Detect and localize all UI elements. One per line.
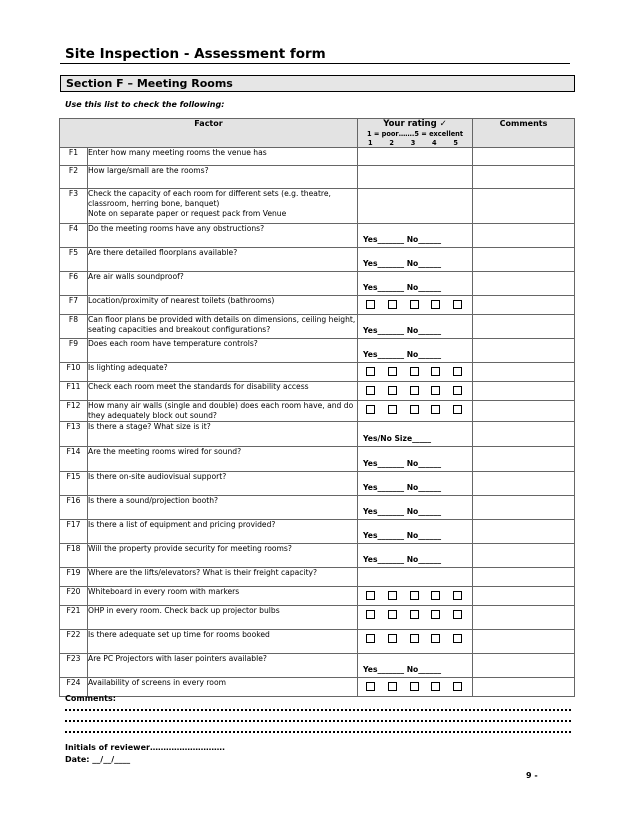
row-comments-cell[interactable] (473, 447, 575, 472)
row-comments-cell[interactable] (473, 148, 575, 166)
row-code: F4 (60, 224, 88, 248)
table-row (60, 272, 575, 296)
rating-checkbox-3[interactable] (410, 367, 419, 376)
row-code: F8 (60, 315, 88, 339)
row-question: Are the meeting rooms wired for sound? (88, 447, 358, 472)
table-row (60, 296, 575, 315)
row-rating-cell (358, 339, 473, 363)
table-row (60, 678, 575, 697)
row-rating-cell (358, 678, 473, 697)
row-comments-cell[interactable] (473, 568, 575, 587)
rating-checkbox-1[interactable] (366, 386, 375, 395)
row-comments-cell[interactable] (473, 606, 575, 630)
assessment-table (59, 118, 575, 697)
table-row (60, 382, 575, 401)
rating-checkbox-5[interactable] (453, 591, 462, 600)
table-row (60, 422, 575, 447)
row-code: F5 (60, 248, 88, 272)
row-code: F13 (60, 422, 88, 447)
rating-checkbox-3[interactable] (410, 682, 419, 691)
rating-number: 4 (432, 139, 437, 147)
rating-checkboxes (358, 363, 472, 376)
rating-checkbox-2[interactable] (388, 682, 397, 691)
row-question: Whiteboard in every room with markers (88, 587, 358, 606)
rating-checkbox-3[interactable] (410, 300, 419, 309)
row-comments-cell[interactable] (473, 339, 575, 363)
rating-checkboxes (358, 678, 472, 691)
yes-no-answer[interactable]: Yes_______ No______ (363, 350, 442, 359)
rating-checkbox-2[interactable] (388, 591, 397, 600)
rating-checkbox-1[interactable] (366, 405, 375, 414)
row-question: Where are the lifts/elevators? What is their freight capacity? (88, 568, 358, 587)
rating-checkbox-4[interactable] (431, 591, 440, 600)
page-number: 9 - (526, 771, 538, 780)
rating-checkbox-5[interactable] (453, 367, 462, 376)
rating-checkbox-4[interactable] (431, 405, 440, 414)
row-question: Is there on-site audiovisual support? (88, 472, 358, 496)
row-code: F9 (60, 339, 88, 363)
row-comments-cell[interactable] (473, 520, 575, 544)
row-code: F14 (60, 447, 88, 472)
row-comments-cell[interactable] (473, 166, 575, 189)
row-question: Are there detailed floorplans available? (88, 248, 358, 272)
row-question: Location/proximity of nearest toilets (bathrooms) (88, 296, 358, 315)
row-comments-cell[interactable] (473, 272, 575, 296)
rating-checkbox-2[interactable] (388, 634, 397, 643)
rating-checkbox-1[interactable] (366, 610, 375, 619)
row-question: Is there a list of equipment and pricing provided? (88, 520, 358, 544)
row-comments-cell[interactable] (473, 224, 575, 248)
row-comments-cell[interactable] (473, 382, 575, 401)
row-rating-cell (358, 544, 473, 568)
table-row (60, 447, 575, 472)
row-question: Does each room have temperature controls? (88, 339, 358, 363)
row-comments-cell[interactable] (473, 544, 575, 568)
row-rating-cell (358, 363, 473, 382)
table-row (60, 520, 575, 544)
row-rating-cell (358, 315, 473, 339)
review-date[interactable]: Date: __/__/____ (65, 755, 131, 764)
table-row (60, 166, 575, 189)
row-question: Check the capacity of each room for different sets (e.g. theatre, classroom, herring bone, banquet) Note on separate paper or request pack from Venue (88, 189, 358, 224)
row-rating-cell (358, 520, 473, 544)
rating-checkboxes (358, 587, 472, 600)
rating-checkbox-1[interactable] (366, 591, 375, 600)
yes-no-answer[interactable]: Yes_______ No______ (363, 665, 442, 674)
yes-no-answer[interactable]: Yes_______ No______ (363, 283, 442, 292)
yes-no-answer[interactable]: Yes_______ No______ (363, 555, 442, 564)
rating-checkbox-2[interactable] (388, 610, 397, 619)
rating-checkbox-4[interactable] (431, 610, 440, 619)
row-rating-cell[interactable] (358, 148, 473, 166)
table-row (60, 587, 575, 606)
title-underline (60, 63, 570, 64)
row-question: Check each room meet the standards for disability access (88, 382, 358, 401)
row-comments-cell[interactable] (473, 654, 575, 678)
row-code: F23 (60, 654, 88, 678)
rating-checkbox-5[interactable] (453, 610, 462, 619)
yes-no-answer[interactable]: Yes_______ No______ (363, 531, 442, 540)
rating-checkbox-3[interactable] (410, 405, 419, 414)
rating-checkbox-4[interactable] (431, 634, 440, 643)
row-rating-cell (358, 606, 473, 630)
row-comments-cell[interactable] (473, 587, 575, 606)
table-row (60, 363, 575, 382)
table-row (60, 224, 575, 248)
rating-checkbox-2[interactable] (388, 367, 397, 376)
row-question: Do the meeting rooms have any obstructions? (88, 224, 358, 248)
row-code: F24 (60, 678, 88, 697)
row-code: F18 (60, 544, 88, 568)
row-question: Availability of screens in every room (88, 678, 358, 697)
comments-label: Comments: (65, 694, 116, 703)
rating-checkbox-1[interactable] (366, 300, 375, 309)
table-row (60, 630, 575, 654)
row-rating-cell (358, 630, 473, 654)
rating-checkbox-1[interactable] (366, 367, 375, 376)
rating-checkbox-5[interactable] (453, 405, 462, 414)
row-rating-cell (358, 447, 473, 472)
comments-line-3[interactable] (65, 731, 571, 733)
row-code: F15 (60, 472, 88, 496)
row-comments-cell[interactable] (473, 422, 575, 447)
row-rating-cell[interactable] (358, 568, 473, 587)
yes-no-answer[interactable]: Yes_______ No______ (363, 326, 442, 335)
rating-checkbox-5[interactable] (453, 634, 462, 643)
row-rating-cell (358, 654, 473, 678)
row-code: F10 (60, 363, 88, 382)
row-code: F2 (60, 166, 88, 189)
reviewer-initials[interactable]: Initials of reviewer………………………. (65, 743, 225, 752)
rating-number: 2 (389, 139, 394, 147)
row-code: F11 (60, 382, 88, 401)
row-question: Is lighting adequate? (88, 363, 358, 382)
row-comments-cell[interactable] (473, 401, 575, 422)
row-rating-cell (358, 472, 473, 496)
rating-numbers (358, 138, 472, 147)
row-question: OHP in every room. Check back up projector bulbs (88, 606, 358, 630)
row-rating-cell[interactable] (358, 166, 473, 189)
row-rating-cell (358, 422, 473, 447)
row-rating-cell (358, 382, 473, 401)
row-rating-cell (358, 272, 473, 296)
row-code: F21 (60, 606, 88, 630)
row-comments-cell[interactable] (473, 363, 575, 382)
rating-title: Your rating ✓ (383, 119, 447, 129)
yes-no-answer[interactable]: Yes_______ No______ (363, 507, 442, 516)
table-row (60, 472, 575, 496)
row-code: F19 (60, 568, 88, 587)
table-row (60, 401, 575, 422)
form-title: Site Inspection - Assessment form (65, 46, 326, 62)
rating-checkboxes (358, 296, 472, 309)
row-rating-cell (358, 296, 473, 315)
row-rating-cell (358, 224, 473, 248)
rating-checkbox-4[interactable] (431, 386, 440, 395)
row-question: How large/small are the rooms? (88, 166, 358, 189)
rating-checkbox-5[interactable] (453, 300, 462, 309)
table-row (60, 606, 575, 630)
comments-line-1[interactable] (65, 709, 571, 711)
yes-no-answer[interactable]: Yes_______ No______ (363, 459, 442, 468)
row-code: F3 (60, 189, 88, 224)
table-row (60, 148, 575, 166)
rating-checkbox-3[interactable] (410, 634, 419, 643)
row-code: F22 (60, 630, 88, 654)
row-code: F17 (60, 520, 88, 544)
row-question: Is there adequate set up time for rooms booked (88, 630, 358, 654)
rating-checkboxes (358, 606, 472, 619)
yes-no-answer[interactable]: Yes_______ No______ (363, 259, 442, 268)
rating-checkbox-3[interactable] (410, 610, 419, 619)
rating-checkbox-3[interactable] (410, 386, 419, 395)
intro-text: Use this list to check the following: (65, 100, 225, 109)
row-question: Is there a sound/projection booth? (88, 496, 358, 520)
rating-number: 1 (368, 139, 373, 147)
row-rating-cell (358, 496, 473, 520)
row-question: Are PC Projectors with laser pointers available? (88, 654, 358, 678)
row-code: F7 (60, 296, 88, 315)
row-comments-cell[interactable] (473, 496, 575, 520)
row-rating-cell (358, 248, 473, 272)
rating-number: 5 (453, 139, 458, 147)
row-question: How many air walls (single and double) does each room have, and do they adequately block out sound? (88, 401, 358, 422)
comments-line-2[interactable] (65, 720, 571, 722)
table-row (60, 315, 575, 339)
rating-checkbox-4[interactable] (431, 367, 440, 376)
rating-number: 3 (410, 139, 416, 147)
row-rating-cell (358, 401, 473, 422)
row-comments-cell[interactable] (473, 248, 575, 272)
rating-checkbox-1[interactable] (366, 682, 375, 691)
rating-checkbox-2[interactable] (388, 405, 397, 414)
yes-no-answer[interactable]: Yes_______ No______ (363, 483, 442, 492)
rating-checkbox-4[interactable] (431, 682, 440, 691)
row-question: Are air walls soundproof? (88, 272, 358, 296)
table-row (60, 339, 575, 363)
table-row (60, 654, 575, 678)
rating-scale: 1 = poor…….5 = excellent (366, 130, 464, 138)
comments-header: Comments (473, 119, 575, 148)
row-code: F12 (60, 401, 88, 422)
table-row (60, 248, 575, 272)
yes-no-answer[interactable]: Yes_______ No______ (363, 235, 442, 244)
table-row (60, 544, 575, 568)
row-comments-cell[interactable] (473, 678, 575, 697)
row-question: Can floor plans be provided with details on dimensions, ceiling height, seating capacities and breakout configurations? (88, 315, 358, 339)
rating-checkbox-5[interactable] (453, 386, 462, 395)
row-comments-cell[interactable] (473, 189, 575, 224)
rating-checkboxes (358, 630, 472, 643)
rating-checkbox-3[interactable] (410, 591, 419, 600)
rating-checkbox-2[interactable] (388, 300, 397, 309)
row-rating-cell[interactable] (358, 189, 473, 224)
row-code: F6 (60, 272, 88, 296)
table-row (60, 189, 575, 224)
row-comments-cell[interactable] (473, 630, 575, 654)
row-comments-cell[interactable] (473, 315, 575, 339)
row-code: F20 (60, 587, 88, 606)
row-question: Enter how many meeting rooms the venue has (88, 148, 358, 166)
table-row (60, 496, 575, 520)
row-question: Is there a stage? What size is it? (88, 422, 358, 447)
rating-checkbox-1[interactable] (366, 634, 375, 643)
rating-checkbox-5[interactable] (453, 682, 462, 691)
row-rating-cell (358, 587, 473, 606)
row-comments-cell[interactable] (473, 296, 575, 315)
section-heading: Section F – Meeting Rooms (60, 75, 575, 92)
row-comments-cell[interactable] (473, 472, 575, 496)
rating-checkboxes (358, 382, 472, 395)
table-row (60, 568, 575, 587)
yes-no-answer[interactable]: Yes/No Size_____ (363, 434, 432, 443)
rating-checkboxes (358, 401, 472, 414)
row-question: Will the property provide security for meeting rooms? (88, 544, 358, 568)
rating-checkbox-4[interactable] (431, 300, 440, 309)
rating-checkbox-2[interactable] (388, 386, 397, 395)
rating-header (358, 119, 473, 148)
factor-header: Factor (60, 119, 358, 148)
row-code: F1 (60, 148, 88, 166)
row-code: F16 (60, 496, 88, 520)
